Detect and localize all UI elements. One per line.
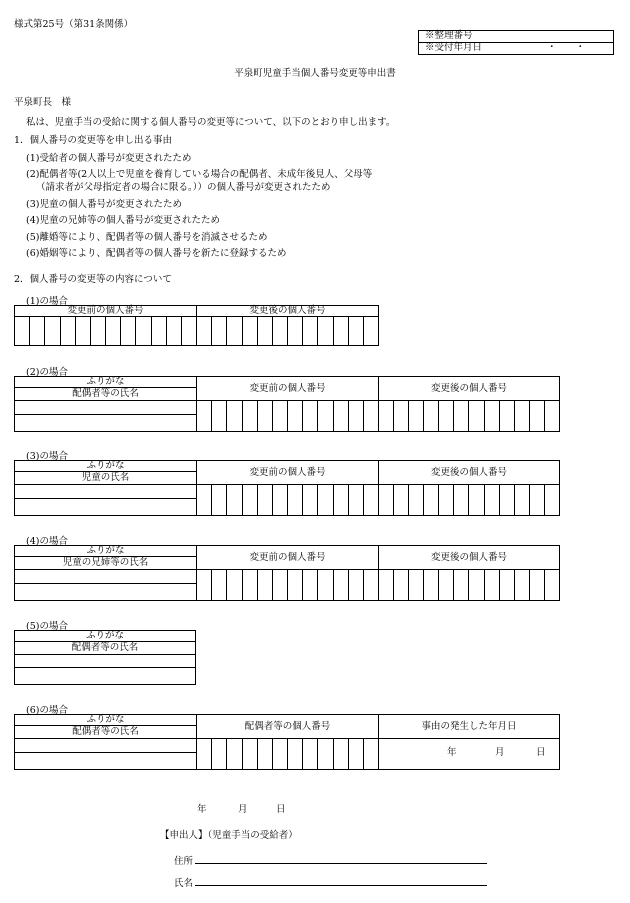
after-number-header: 変更後の個人番号 — [379, 377, 560, 401]
after-number-input[interactable] — [379, 485, 560, 516]
after-number-input[interactable] — [197, 317, 379, 346]
name-input[interactable] — [15, 668, 196, 685]
after-number-header: 変更後の個人番号 — [197, 306, 379, 317]
address-input[interactable] — [195, 851, 487, 864]
before-number-input[interactable] — [197, 401, 379, 432]
furigana-header: ふりがな — [15, 546, 197, 557]
furigana-header: ふりがな — [15, 631, 196, 642]
after-number-input[interactable] — [379, 401, 560, 432]
case1-label: (1)の場合 — [26, 296, 68, 307]
case1-table — [14, 305, 379, 346]
event-date-day: 日 — [536, 747, 546, 759]
name-input[interactable] — [15, 414, 197, 432]
spouse-number-header: 配偶者等の個人番号 — [197, 715, 379, 739]
event-date-year: 年 — [447, 747, 457, 759]
before-number-header: 変更前の個人番号 — [197, 377, 379, 401]
event-date-input[interactable] — [379, 739, 560, 770]
addressee: 平泉町長 様 — [14, 97, 72, 108]
reason-item: (4)児童の兄姉等の個人番号が変更されたため — [26, 215, 220, 226]
furigana-header: ふりがな — [15, 715, 197, 726]
furigana-input[interactable] — [15, 401, 197, 414]
section2-heading: 2．個人番号の変更等の内容について — [14, 274, 172, 285]
name-header: 児童の兄姉等の氏名 — [15, 557, 197, 570]
form-id: 様式第25号（第31条関係） — [14, 19, 134, 30]
furigana-input[interactable] — [15, 739, 197, 752]
address-label: 住所 — [174, 856, 194, 867]
case5-table — [14, 630, 196, 685]
furigana-input[interactable] — [15, 485, 197, 498]
case4-table — [14, 545, 560, 601]
name-input[interactable] — [15, 752, 197, 770]
name-header: 児童の氏名 — [15, 472, 197, 485]
event-date-header: 事由の発生した年月日 — [379, 715, 560, 739]
reason-item: (3)児童の個人番号が変更されたため — [26, 199, 182, 210]
case5-label: (5)の場合 — [26, 621, 68, 632]
case4-label: (4)の場合 — [26, 536, 68, 547]
reason-item: (1)受給者の個人番号が変更されたため — [26, 153, 192, 164]
intro-text: 私は、児童手当の受給に関する個人番号の変更等について、以下のとおり申し出ます。 — [26, 117, 396, 128]
furigana-input[interactable] — [15, 655, 196, 668]
office-reference-number: ※整理番号 — [419, 31, 614, 43]
name-input[interactable] — [15, 498, 197, 516]
after-number-header: 変更後の個人番号 — [379, 546, 560, 570]
furigana-input[interactable] — [15, 570, 197, 583]
application-date-month: 月 — [238, 804, 248, 815]
applicant-heading: 【申出人】（児童手当の受給者） — [160, 830, 298, 841]
reason-item: (6)婚姻等により、配偶者等の個人番号を新たに登録するため — [26, 248, 287, 259]
office-received-date-dots: ・ ・ — [547, 42, 586, 54]
case6-table — [14, 714, 560, 770]
case2-label: (2)の場合 — [26, 367, 68, 378]
office-received-date: ※受付年月日 ・ ・ — [419, 43, 614, 55]
name-label: 氏名 — [174, 878, 194, 889]
before-number-input[interactable] — [197, 570, 379, 601]
name-header: 配偶者等の氏名 — [15, 642, 196, 655]
name-header: 配偶者等の氏名 — [15, 388, 197, 401]
event-date-month: 月 — [495, 747, 505, 759]
name-header: 配偶者等の氏名 — [15, 726, 197, 739]
name-input[interactable] — [15, 583, 197, 601]
after-number-input[interactable] — [379, 570, 560, 601]
reason-item: (5)離婚等により、配偶者等の個人番号を消滅させるため — [26, 232, 268, 243]
case6-label: (6)の場合 — [26, 705, 68, 716]
before-number-header: 変更前の個人番号 — [15, 306, 197, 317]
application-date-year: 年 — [197, 804, 207, 815]
after-number-header: 変更後の個人番号 — [379, 461, 560, 485]
spouse-number-input[interactable] — [197, 739, 379, 770]
application-date-day: 日 — [276, 804, 286, 815]
furigana-header: ふりがな — [15, 461, 197, 472]
applicant-name-input[interactable] — [195, 873, 487, 886]
before-number-input[interactable] — [197, 485, 379, 516]
section1-heading: 1．個人番号の変更等を申し出る事由 — [14, 135, 173, 146]
document-title: 平泉町児童手当個人番号変更等申出書 — [234, 68, 396, 79]
case2-table — [14, 376, 560, 432]
case3-label: (3)の場合 — [26, 451, 68, 462]
reason-item: （請求者が父母指定者の場合に限る。））の個人番号が変更されたため — [36, 182, 331, 193]
before-number-header: 変更前の個人番号 — [197, 461, 379, 485]
before-number-input[interactable] — [15, 317, 197, 346]
case3-table — [14, 460, 560, 516]
reason-item: (2)配偶者等(2人以上で児童を養育している場合の配偶者、未成年後見人、父母等 — [26, 169, 373, 180]
before-number-header: 変更前の個人番号 — [197, 546, 379, 570]
furigana-header: ふりがな — [15, 377, 197, 388]
office-use-box — [418, 30, 614, 55]
